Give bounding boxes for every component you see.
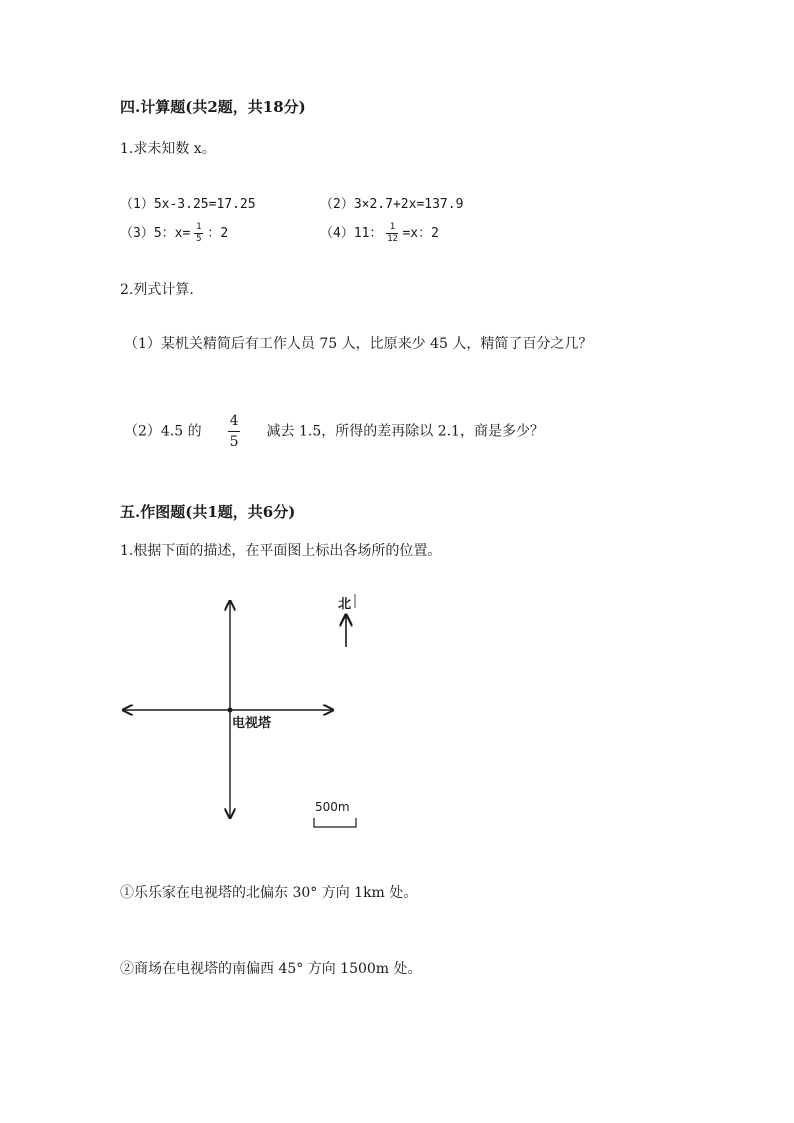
section-5-heading: 五.作图题(共1题，共6分) xyxy=(120,503,296,521)
section-4-heading: 四.计算题(共2题，共18分) xyxy=(120,98,306,116)
drawing-question-title: 1.根据下面的描述，在平面图上标出各场所的位置。 xyxy=(120,543,442,559)
part-2-prefix: （2）4.5 的 xyxy=(124,423,202,440)
equation-4-prefix: （4）11： xyxy=(320,226,383,241)
location-description-2: ②商场在电视塔的南偏西 45° 方向 1500m 处。 xyxy=(120,961,422,977)
origin-label: 电视塔 xyxy=(232,716,272,731)
question-1-title: 1.求未知数 x。 xyxy=(120,141,216,157)
equation-3-suffix: ：2 xyxy=(207,226,229,241)
equation-4-suffix: =x：2 xyxy=(402,226,439,241)
fraction-denominator: 12 xyxy=(387,234,398,244)
equation-2: （2）3×2.7+2x=137.9 xyxy=(320,197,464,212)
part-2-suffix: 减去 1.5，所得的差再除以 2.1，商是多少？ xyxy=(266,423,544,440)
question-2-title: 2.列式计算. xyxy=(120,282,194,298)
equation-3-prefix: （3）5：x= xyxy=(120,226,191,241)
fraction-denominator: 5 xyxy=(196,234,202,244)
fraction-numerator: 1 xyxy=(196,222,202,232)
scale-bar xyxy=(314,818,356,827)
equation-1: （1）5x-3.25=17.25 xyxy=(120,197,256,212)
scale-label: 500m xyxy=(315,800,350,814)
fraction-numerator: 1 xyxy=(389,222,396,232)
location-description-1: ①乐乐家在电视塔的北偏东 30° 方向 1km 处。 xyxy=(120,885,418,901)
origin-point xyxy=(228,708,233,713)
question-2-part-1: （1）某机关精简后有工作人员 75 人，比原来少 45 人，精简了百分之几？ xyxy=(124,336,593,352)
fraction-denominator: 5 xyxy=(229,434,239,450)
fraction-numerator: 4 xyxy=(229,413,239,429)
north-label: 北 xyxy=(338,597,352,612)
